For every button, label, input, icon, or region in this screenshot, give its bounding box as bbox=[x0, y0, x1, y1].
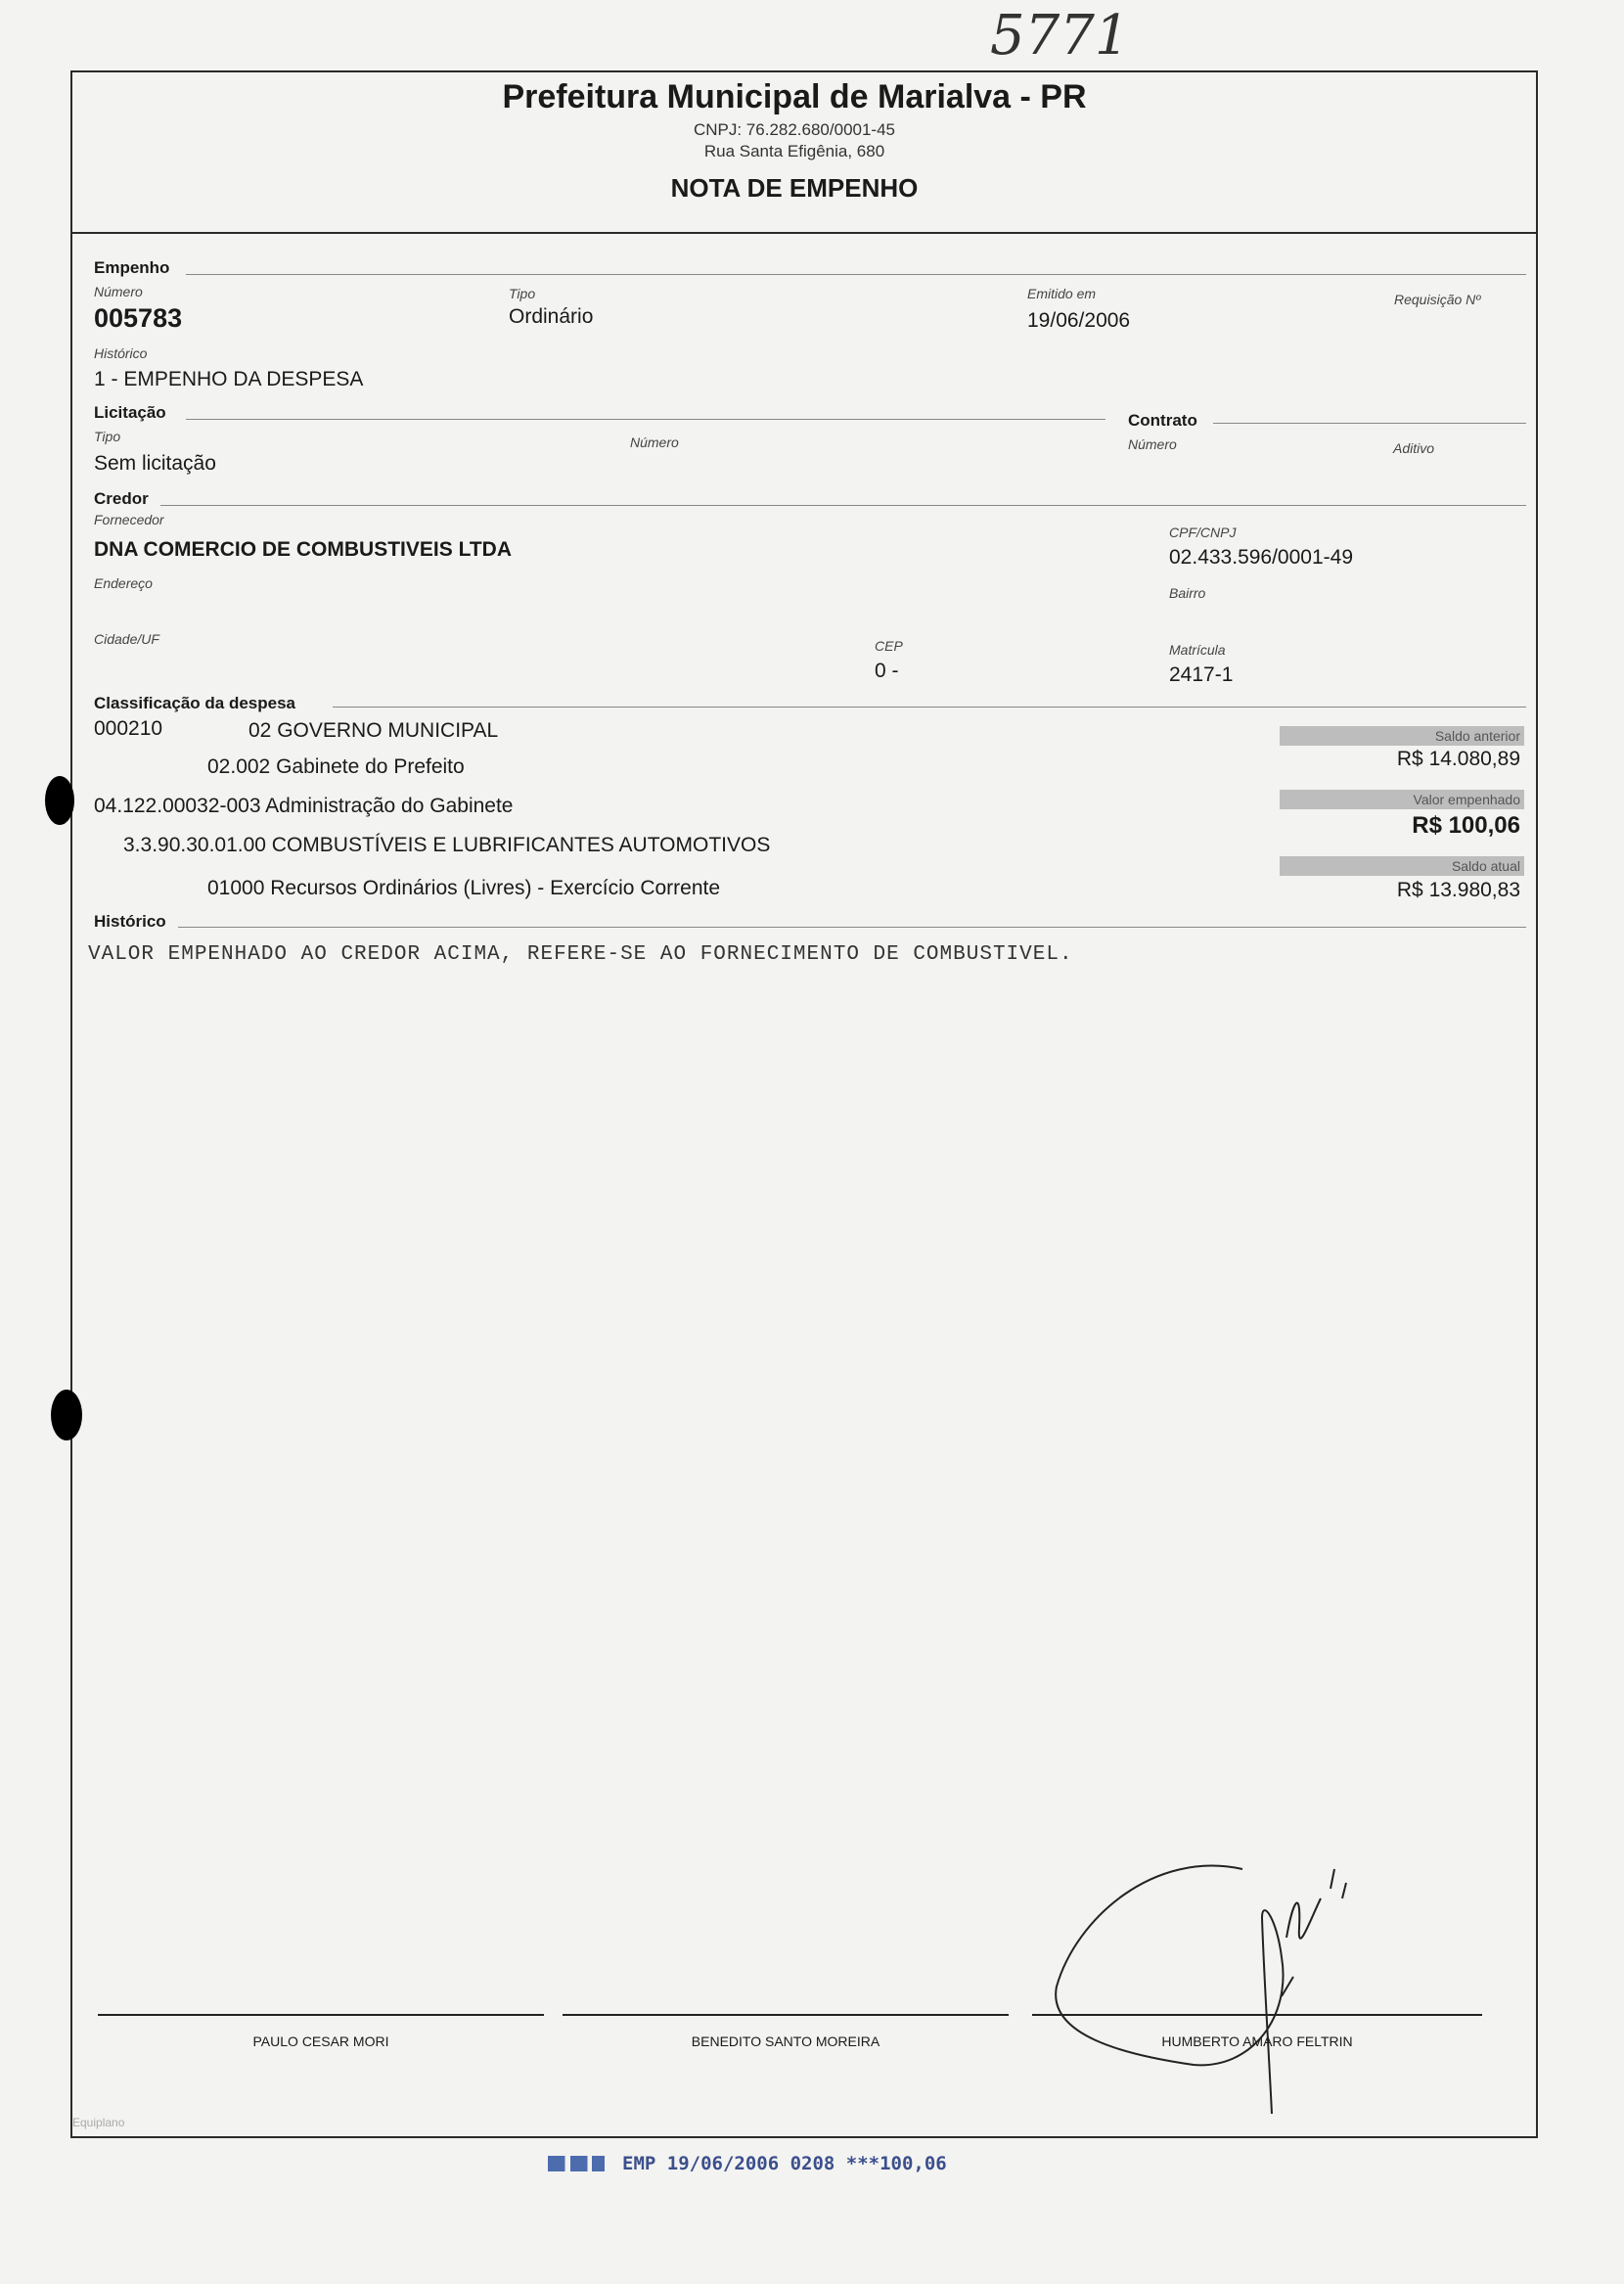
emitido-value: 19/06/2006 bbox=[1027, 309, 1131, 332]
tipo-value: Ordinário bbox=[509, 305, 594, 328]
credor-rule bbox=[160, 505, 1526, 506]
historico-rule bbox=[178, 927, 1526, 928]
valor-empenhado-label: Valor empenhado bbox=[1280, 790, 1524, 809]
section-empenho: Empenho bbox=[94, 258, 170, 277]
signature-line-1 bbox=[98, 2014, 544, 2016]
contrato-numero-label: Número bbox=[1128, 436, 1177, 452]
section-classificacao: Classificação da despesa bbox=[94, 694, 296, 712]
licitacao-tipo-label: Tipo bbox=[94, 429, 121, 444]
licitacao-numero-label: Número bbox=[630, 434, 679, 450]
cep-label: CEP bbox=[875, 638, 903, 654]
header bbox=[70, 78, 1538, 204]
class-combustiveis: 3.3.90.30.01.00 COMBUSTÍVEIS E LUBRIFICANTES AUTOMOTIVOS bbox=[123, 834, 771, 856]
handwritten-number: 5771 bbox=[990, 4, 1130, 68]
signature-name-1: PAULO CESAR MORI bbox=[252, 2033, 389, 2049]
historico-text: VALOR EMPENHADO AO CREDOR ACIMA, REFERE-SE AO FORNECIMENTO DE COMBUSTIVEL. bbox=[88, 943, 1073, 966]
doc-title: NOTA DE EMPENHO bbox=[670, 173, 919, 203]
address-text: Rua Santa Efigênia, 680 bbox=[703, 142, 885, 160]
cnpj-text: CNPJ: 76.282.680/0001-45 bbox=[693, 120, 896, 139]
cidade-label: Cidade/UF bbox=[94, 631, 159, 647]
class-recursos: 01000 Recursos Ordinários (Livres) - Exercício Corrente bbox=[207, 877, 721, 899]
fornecedor-label: Fornecedor bbox=[94, 512, 164, 527]
matricula-label: Matrícula bbox=[1169, 642, 1226, 658]
saldo-anterior-value: R$ 14.080,89 bbox=[1396, 748, 1520, 770]
endereco-label: Endereço bbox=[94, 575, 153, 591]
saldo-anterior-label: Saldo anterior bbox=[1280, 726, 1524, 746]
valor-empenhado-value: R$ 100,06 bbox=[1412, 812, 1520, 839]
signature-name-3: HUMBERTO AMARO FELTRIN bbox=[1161, 2033, 1353, 2049]
handwritten-signature bbox=[1037, 1859, 1428, 2114]
org-title: Prefeitura Municipal de Marialva - PR bbox=[502, 78, 1087, 115]
numero-value: 005783 bbox=[94, 303, 183, 333]
historico-value: 1 - EMPENHO DA DESPESA bbox=[94, 368, 364, 390]
section-credor: Credor bbox=[94, 489, 149, 508]
bairro-label: Bairro bbox=[1169, 585, 1206, 601]
fornecedor-value: DNA COMERCIO DE COMBUSTIVEIS LTDA bbox=[94, 538, 513, 561]
header-separator bbox=[70, 232, 1538, 234]
cpf-value: 02.433.596/0001-49 bbox=[1169, 546, 1354, 569]
contrato-rule bbox=[1213, 423, 1526, 424]
punch-hole-top bbox=[45, 776, 74, 825]
historico-label: Histórico bbox=[94, 345, 148, 361]
emitido-label: Emitido em bbox=[1027, 286, 1097, 301]
cpf-label: CPF/CNPJ bbox=[1169, 525, 1237, 540]
stamp-logo-icon bbox=[548, 2156, 605, 2171]
footer-small-text: Equiplano bbox=[72, 2116, 125, 2129]
section-historico: Histórico bbox=[94, 912, 166, 931]
saldo-atual-label: Saldo atual bbox=[1280, 856, 1524, 876]
section-contrato: Contrato bbox=[1128, 411, 1197, 430]
licitacao-rule bbox=[186, 419, 1105, 420]
class-governo: 02 GOVERNO MUNICIPAL bbox=[248, 719, 499, 742]
aditivo-label: Aditivo bbox=[1393, 440, 1435, 456]
signature-line-2 bbox=[563, 2014, 1009, 2016]
stamp-text: EMP 19/06/2006 0208 ***100,06 bbox=[622, 2153, 947, 2174]
licitacao-tipo-value: Sem licitação bbox=[94, 452, 216, 475]
class-code: 000210 bbox=[94, 717, 163, 740]
saldo-atual-value: R$ 13.980,83 bbox=[1396, 879, 1520, 901]
matricula-value: 2417-1 bbox=[1169, 663, 1234, 686]
requisicao-label: Requisição Nº bbox=[1394, 292, 1481, 307]
classificacao-rule bbox=[333, 707, 1526, 708]
class-gabinete: 02.002 Gabinete do Prefeito bbox=[207, 755, 465, 778]
section-licitacao: Licitação bbox=[94, 403, 166, 422]
empenho-rule bbox=[186, 274, 1526, 275]
punch-hole-bottom bbox=[51, 1390, 82, 1440]
numero-label: Número bbox=[94, 284, 143, 299]
class-administracao: 04.122.00032-003 Administração do Gabinete bbox=[94, 795, 514, 817]
signature-name-2: BENEDITO SANTO MOREIRA bbox=[691, 2033, 880, 2049]
bottom-stamp bbox=[548, 2153, 947, 2174]
tipo-label: Tipo bbox=[509, 286, 536, 301]
cep-value: 0 - bbox=[875, 660, 899, 682]
